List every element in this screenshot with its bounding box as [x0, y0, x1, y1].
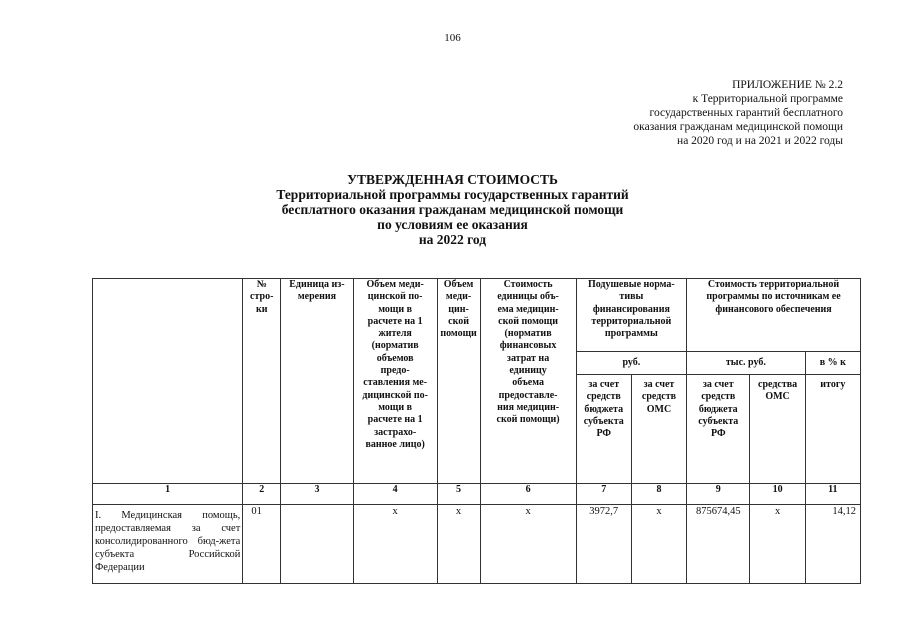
column-number-row	[93, 484, 861, 505]
header-volume: Объем меди- цинской по- мощи в расчете на 1 жителя (норматив объемов предо- ставления ме- дицинской по- мощи в расчете на 1 застрахо- ванное лицо)	[353, 279, 437, 484]
row-line-number: 01	[243, 505, 281, 584]
title-line: на 2022 год	[418, 232, 487, 247]
header-per-capita: Подушевые норма- тивы финансирования территориальной программы	[576, 279, 686, 352]
column-number: 6	[480, 484, 576, 505]
row-percent: 14,12	[805, 505, 860, 584]
row-label: I. Медицинская помощь, предоставляемая за счет консолидированного бюд-жета субъекта Российской Федерации	[93, 505, 243, 584]
row-cost-budget: 875674,45	[687, 505, 750, 584]
header-total: итогу	[805, 375, 860, 484]
column-number: 9	[687, 484, 750, 505]
header-rub: руб.	[576, 352, 686, 375]
document-title	[0, 172, 905, 247]
header-oms: за счет средств ОМС	[631, 375, 686, 484]
header-unit: Единица из- мерения	[281, 279, 354, 484]
row-cost-oms: х	[750, 505, 805, 584]
appendix-line: на 2020 год и на 2021 и 2022 годы	[677, 135, 843, 147]
header-cost-by-source: Стоимость территориальной программы по источникам ее финансового обеспечения	[687, 279, 861, 352]
row-per-capita-oms: х	[631, 505, 686, 584]
appendix-block	[633, 78, 843, 148]
appendix-line: к Территориальной программе	[692, 93, 843, 105]
column-number: 7	[576, 484, 631, 505]
header-oms: средства ОМС	[750, 375, 805, 484]
header-budget-rf: за счет средств бюджета субъекта РФ	[687, 375, 750, 484]
header-unit-cost: Стоимость единицы объ- ема медицин- ской помощи (норматив финансовых затрат на единицу объема предоставле- ния медицин- ской помощи)	[480, 279, 576, 484]
column-number: 10	[750, 484, 805, 505]
row-volume-care: х	[437, 505, 480, 584]
header-budget-rf: за счет средств бюджета субъекта РФ	[576, 375, 631, 484]
row-unit	[281, 505, 354, 584]
appendix-line: ПРИЛОЖЕНИЕ № 2.2	[732, 79, 843, 91]
appendix-line: государственных гарантий бесплатного	[649, 107, 843, 119]
column-number: 5	[437, 484, 480, 505]
title-line: по условиям ее оказания	[377, 217, 528, 232]
row-unit-cost: х	[480, 505, 576, 584]
header-volume-care: Объем меди- цин- ской помощи	[437, 279, 480, 484]
row-volume: х	[353, 505, 437, 584]
appendix-line: оказания гражданам медицинской помощи	[633, 121, 843, 133]
header-percent: в % к	[805, 352, 860, 375]
table-row	[93, 505, 861, 584]
column-number: 2	[243, 484, 281, 505]
title-line: бесплатного оказания гражданам медицинской помощи	[281, 202, 624, 217]
column-number: 3	[281, 484, 354, 505]
column-number: 4	[353, 484, 437, 505]
column-number: 11	[805, 484, 860, 505]
column-number: 1	[93, 484, 243, 505]
header-label-empty	[93, 279, 243, 484]
header-thousand-rub: тыс. руб.	[687, 352, 806, 375]
cost-table	[92, 278, 861, 584]
title-line: Территориальной программы государственных гарантий	[276, 187, 629, 202]
title-line: УТВЕРЖДЕННАЯ СТОИМОСТЬ	[347, 172, 558, 187]
row-per-capita-budget: 3972,7	[576, 505, 631, 584]
column-number: 8	[631, 484, 686, 505]
header-line-number: № стро- ки	[243, 279, 281, 484]
page-number: 106	[444, 32, 461, 44]
